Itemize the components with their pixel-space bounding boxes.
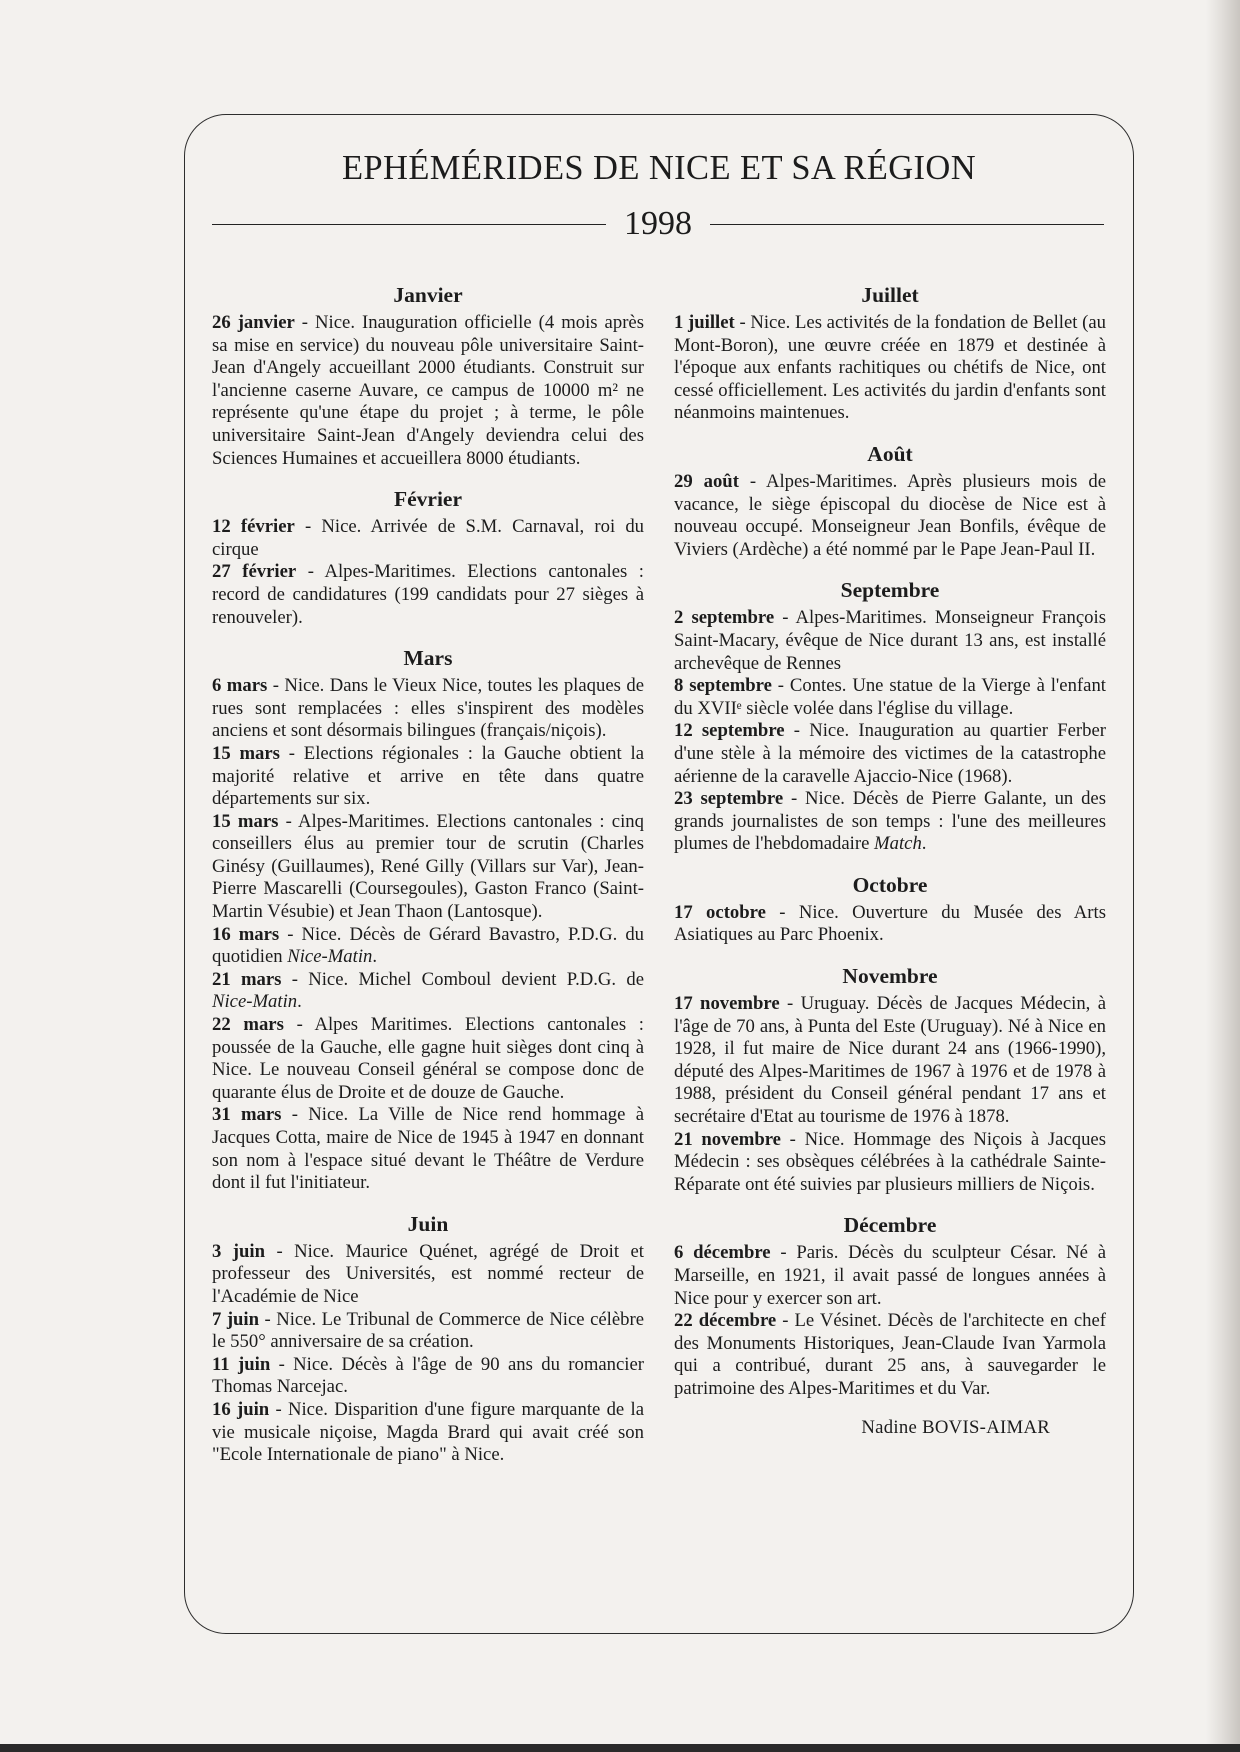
event-text: - Alpes-Maritimes. Elections cantonales : record de candidatures (199 candidats pour 27 sièges à renouveler). [212,561,644,628]
month-heading-octobre: Octobre [852,872,928,897]
event-date: 16 juin [212,1398,270,1420]
event-entry [674,720,1106,788]
event-entry [212,743,644,811]
month-heading-mars: Mars [403,646,453,671]
event-text: - Nice. Décès à l'âge de 90 ans du romancier Thomas Narcejac. [212,1353,645,1398]
event-text-end: . [921,833,927,855]
event-entry [674,902,1106,947]
event-publication: Nice-Matin [212,991,298,1013]
event-entry [212,1014,644,1104]
event-entry [674,1129,1106,1197]
event-text-end: . [297,991,302,1013]
event-text: - Nice. Maurice Quénet, agrégé de Droit et professeur des Universités, est nommé recteur de l'Académie de Nice [212,1240,644,1307]
event-text: - Alpes-Maritimes. Après plusieurs mois de vacance, le siège épiscopal du diocèse de Nice est à nouveau occupé. Monseigneur Jean Bonfils, évêque de Viviers (Ardèche) a été nommé par le Pape Jean-Paul II. [674,470,1106,560]
event-entry [212,1399,644,1467]
month-heading-decembre: Décembre [843,1213,937,1238]
event-date: 22 mars [212,1014,284,1036]
author-signature: Nadine BOVIS-AIMAR [861,1416,1050,1438]
event-date: 3 juin [212,1240,265,1262]
event-text: - Nice. Inauguration au quartier Ferber d'une stèle à la mémoire des victimes de la catastrophe aérienne de la caravelle Ajaccio-Nice (1968). [674,720,1106,787]
event-text: - Elections régionales : la Gauche obtient la majorité relative et arrive en tête dans quatre départements sur six. [212,742,644,810]
event-text: - Le Vésinet. Décès de l'architecte en chef des Monuments Historiques, Jean-Claude Ivan Yarmola qui a contribué, durant 25 ans, à sauvegarder le patrimoine des Alpes-Maritimes et du Var. [674,1310,1106,1399]
year-rule-right [710,224,1104,225]
event-date: 17 novembre [674,993,780,1015]
event-entry [674,312,1106,425]
event-date: 6 décembre [674,1242,771,1264]
event-entry [212,1309,644,1354]
month-heading-juillet: Juillet [861,283,919,307]
event-text: - Nice. Arrivée de S.M. Carnaval, roi du cirque [212,516,645,560]
event-entry [212,516,644,561]
event-date: 21 mars [212,968,282,990]
event-date: 15 mars [212,742,280,764]
event-entry [674,1242,1106,1310]
month-heading-fevrier: Février [393,487,463,512]
event-text: - Nice. Le Tribunal de Commerce de Nice célèbre le 550° anniversaire de sa création. [212,1308,645,1353]
year-rule-left [212,224,606,225]
event-text: - Nice. Ouverture du Musée des Arts Asiatiques au Parc Phoenix. [674,901,1106,946]
event-date: 2 septembre [674,607,775,629]
event-date: 16 mars [212,923,280,945]
month-heading-aout: Août [867,441,913,466]
event-text: - Uruguay. Décès de Jacques Médecin, à l'âge de 70 ans, à Punta del Este (Uruguay). Né à Nice en 1928, il fut maire de Nice durant 24 ans (1966-1990), député des Alpes-Maritimes de 1967 à 1976 et de 1978 à 1988, président du Conseil général pendant 17 ans et secrétaire d'Etat au tourisme de 1976 à 1878. [674,993,1106,1128]
event-text: - Nice. Décès de Pierre Galante, un des grands journalistes de son temps : l'une des meilleures plumes de l'hebdomadaire [674,788,1106,855]
event-text: - Alpes Maritimes. Elections cantonales : poussée de la Gauche, elle gagne huit sièges dont cinq à Nice. Le nouveau Conseil général se compose donc de quarante élus de Droite et de douze de Gauche. [212,1014,644,1103]
event-text: - Alpes-Maritimes. Monseigneur François Saint-Macary, évêque de Nice durant 13 ans, est installé archevêque de Rennes [674,607,1106,674]
left-column [212,282,644,1467]
event-text: - Nice. Dans le Vieux Nice, toutes les plaques de rues sont remplacées : elles s'inspirent des modèles anciens et sont désormais bilingues (français/niçois). [212,675,644,742]
event-entry [212,1354,644,1399]
event-text: - Nice. Hommage des Niçois à Jacques Médecin : ses obsèques célébrées à la cathédrale Sainte-Réparate ont été suivies par plusieurs milliers de Niçois. [674,1128,1106,1195]
event-date: 12 février [212,516,295,538]
event-entry [674,993,1106,1129]
event-date: 8 septembre [674,675,772,697]
event-entry [674,788,1106,856]
event-entry [212,312,644,470]
event-date: 31 mars [212,1104,282,1126]
event-date: 15 mars [212,810,279,832]
event-entry [212,1241,644,1309]
event-date: 11 juin [212,1353,271,1375]
event-date: 12 septembre [674,720,785,742]
event-entry [212,924,644,969]
event-entry [674,607,1106,675]
event-date: 21 novembre [674,1128,781,1150]
event-entry [212,811,644,924]
event-text: - Nice. Les activités de la fondation de Bellet (au Mont-Boron), une œuvre créée en 1879 et destinée à l'époque aux enfants rachitiques ou chétifs de Nice, ont cessé officiellement. Les activités du jardin d'enfants sont néanmoins maintenues. [674,312,1106,424]
event-date: 23 septembre [674,788,784,810]
event-text: - Nice. Disparition d'une figure marquante de la vie musicale niçoise, Magda Brard qui avait créé son "Ecole Internationale de piano" à Nice. [212,1398,644,1466]
year-label: 1998 [624,205,692,242]
event-text: - Nice. Michel Comboul devient P.D.G. de [281,968,645,990]
month-heading-janvier: Janvier [393,283,463,307]
event-text-end: . [372,946,378,968]
month-heading-juin: Juin [407,1211,449,1236]
right-column [674,282,1106,1439]
event-publication: Nice-Matin [287,946,373,968]
event-entry [212,561,644,629]
page-spine-shadow [1206,0,1240,1752]
event-date: 1 juillet [674,312,735,333]
event-entry [674,675,1106,720]
event-date: 17 octobre [674,901,766,923]
event-text: - Nice. La Ville de Nice rend hommage à Jacques Cotta, maire de Nice de 1945 à 1947 en donnant son nom à l'espace situé devant le Théâtre de Verdure dont il fut l'initiateur. [212,1104,644,1194]
event-entry [212,1104,644,1194]
event-date: 26 janvier [212,312,295,333]
event-text: - Alpes-Maritimes. Elections cantonales : cinq conseillers élus au premier tour de scrutin (Charles Ginésy (Guillaumes), René Gilly (Villars sur Var), Jean-Pierre Mascarelli (Coursegoules), Gaston Franco (Saint-Martin Vésubie) et Jean Thaon (Lantosque). [212,810,644,923]
event-entry [212,969,644,1014]
event-date: 22 décembre [674,1310,777,1332]
event-entry [674,1310,1106,1400]
event-date: 27 février [212,561,297,583]
event-date: 6 mars [212,675,268,697]
event-date: 29 août [674,470,739,492]
event-text: - Paris. Décès du sculpteur César. Né à Marseille, en 1921, il avait passé de longues années à Nice pour y exercer son art. [674,1242,1106,1309]
month-heading-septembre: Septembre [840,578,940,603]
event-date: 7 juin [212,1308,260,1330]
event-publication: Match [874,833,922,855]
event-text: - Nice. Décès de Gérard Bavastro, P.D.G. du quotidien [212,923,645,968]
event-text: - Contes. Une statue de la Vierge à l'enfant du XVIIᵉ siècle volée dans l'église du village. [674,675,1106,719]
page-bottom-edge [0,1744,1240,1752]
event-text: - Nice. Inauguration officielle (4 mois après sa mise en service) du nouveau pôle universitaire Saint-Jean d'Angely accueillant 2000 étudiants. Construit sur l'ancienne caserne Auvare, ce campus de 10000 m² ne représente qu'une étape du projet ; à terme, le pôle universitaire Saint-Jean d'Angely deviendra celui des Sciences Humaines et accueillera 8000 étudiants. [212,312,644,469]
year-divider [212,204,1104,244]
event-entry [212,675,644,743]
event-entry [674,471,1106,561]
month-heading-novembre: Novembre [842,964,938,989]
page-title: EPHÉMÉRIDES DE NICE ET SA RÉGION [341,149,977,187]
